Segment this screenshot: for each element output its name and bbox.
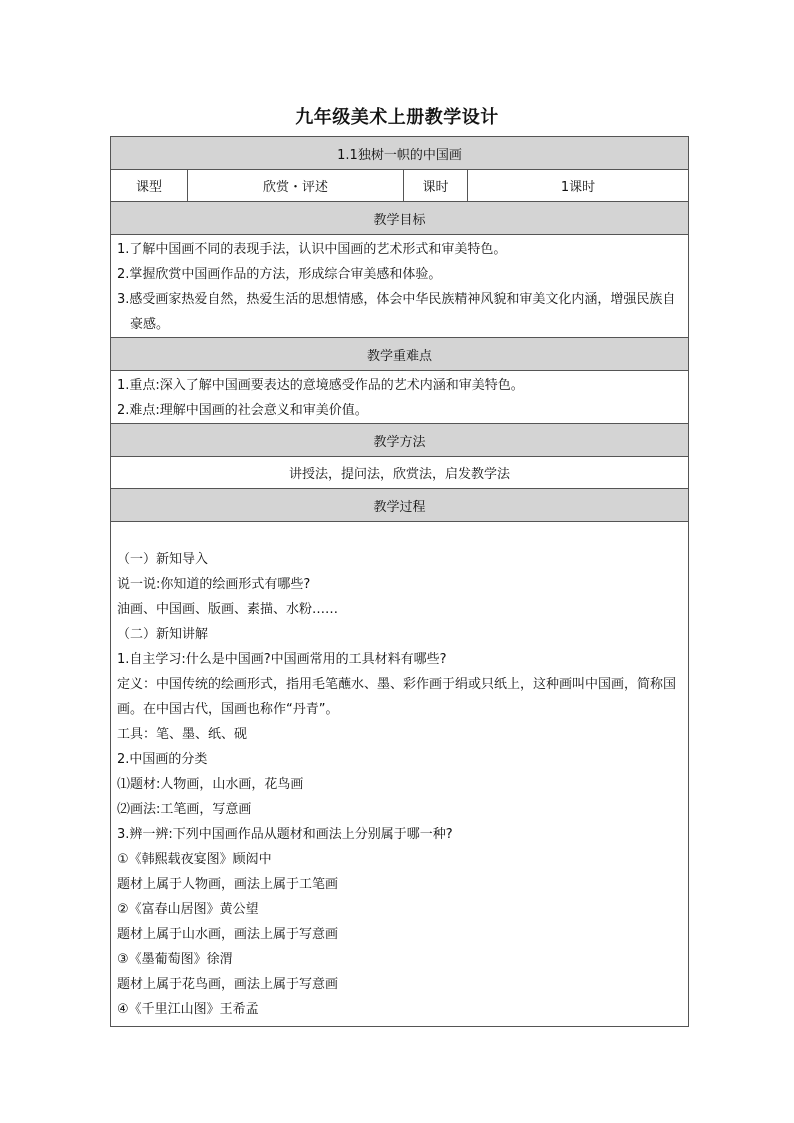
process-line: 说一说:你知道的绘画形式有哪些? xyxy=(117,577,311,592)
process-header: 教学过程 xyxy=(111,489,689,522)
process-line: 1.自主学习:什么是中国画?中国画常用的工具材料有哪些? xyxy=(117,652,447,667)
lesson-title-row xyxy=(111,137,689,170)
process-line: ②《富春山居图》黄公望 xyxy=(117,902,259,917)
objectives-content-row xyxy=(111,235,689,338)
objectives-header-row xyxy=(111,202,689,235)
process-line: （一）新知导入 xyxy=(117,552,209,567)
methods-header: 教学方法 xyxy=(111,424,689,457)
process-line: ⑵画法:工笔画，写意画 xyxy=(117,802,252,817)
hours-value: 1课时 xyxy=(468,170,689,202)
key-points-content-row xyxy=(111,371,689,424)
objectives-header: 教学目标 xyxy=(111,202,689,235)
process-line: 工具：笔、墨、纸、砚 xyxy=(117,727,248,742)
process-line: ④《千里江山图》王希孟 xyxy=(117,1002,259,1017)
process-line: 油画、中国画、版画、素描、水粉…… xyxy=(117,602,339,617)
objectives-list xyxy=(111,235,689,338)
objective-item: 1.了解中国画不同的表现手法，认识中国画的艺术形式和审美特色。 xyxy=(117,242,507,257)
methods-text: 讲授法，提问法，欣赏法，启发教学法 xyxy=(111,457,689,489)
objective-item: 2.掌握欣赏中国画作品的方法，形成综合审美感和体验。 xyxy=(117,267,442,282)
type-label: 课型 xyxy=(111,170,188,202)
process-line: 题材上属于人物画，画法上属于工笔画 xyxy=(117,877,339,892)
process-header-row xyxy=(111,489,689,522)
process-line: 3.辨一辨:下列中国画作品从题材和画法上分别属于哪一种? xyxy=(117,827,453,842)
process-line: 定义：中国传统的绘画形式，指用毛笔蘸水、墨、彩作画于绢或只纸上，这种画叫中国画，简称国画。在中国古代，国画也称作“丹青”。 xyxy=(117,677,677,717)
process-line: ⑴题材:人物画，山水画，花鸟画 xyxy=(117,777,304,792)
document-title: 九年级美术上册教学设计 xyxy=(295,107,499,128)
process-line: ①《韩熙载夜宴图》顾闳中 xyxy=(117,852,272,867)
objective-item: 3.感受画家热爱自然，热爱生活的思想情感，体会中华民族精神风貌和审美文化内涵，增强民族自豪感。 xyxy=(117,292,676,332)
lesson-plan-table xyxy=(110,136,689,1027)
process-line: 2.中国画的分类 xyxy=(117,752,208,767)
lesson-title: 1.1独树一帜的中国画 xyxy=(111,137,689,170)
key-points-header-row xyxy=(111,338,689,371)
process-line: （二）新知讲解 xyxy=(117,627,209,642)
methods-header-row xyxy=(111,424,689,457)
process-line: ③《墨葡萄图》徐渭 xyxy=(117,952,233,967)
process-content xyxy=(111,522,689,1027)
process-content-row xyxy=(111,522,689,1027)
key-point-item: 2.难点:理解中国画的社会意义和审美价值。 xyxy=(117,403,368,418)
key-points-list xyxy=(111,371,689,424)
type-value: 欣赏・评述 xyxy=(188,170,404,202)
process-line: 题材上属于山水画，画法上属于写意画 xyxy=(117,927,339,942)
key-points-header: 教学重难点 xyxy=(111,338,689,371)
key-point-item: 1.重点:深入了解中国画要表达的意境感受作品的艺术内涵和审美特色。 xyxy=(117,378,524,393)
lesson-info-row xyxy=(111,170,689,202)
process-line: 题材上属于花鸟画，画法上属于写意画 xyxy=(117,977,339,992)
methods-content-row xyxy=(111,457,689,489)
hours-label: 课时 xyxy=(404,170,468,202)
